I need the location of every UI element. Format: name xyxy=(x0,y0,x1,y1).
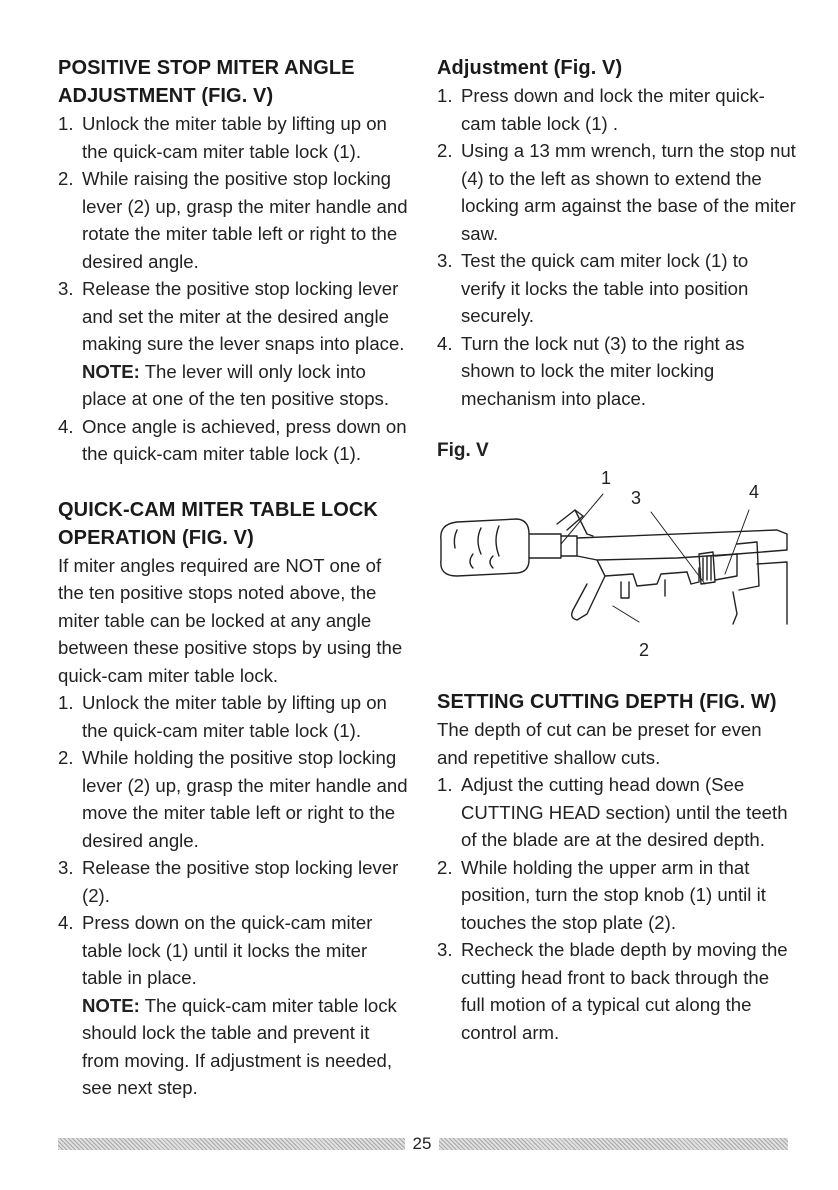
page-footer xyxy=(58,1132,788,1156)
list-item: 2. While holding the upper arm in that position, turn the stop knob (1) until it touches the stop plate (2). xyxy=(437,856,766,933)
figure-caption: Fig. V xyxy=(437,440,489,461)
section-title-quick-cam: QUICK-CAM MITER TABLE LOCK OPERATION (FIG. V) xyxy=(58,498,378,549)
callout-3: 3 xyxy=(631,488,642,508)
right-column xyxy=(437,54,797,1046)
callout-2: 2 xyxy=(639,640,650,660)
list-item: 2. While raising the positive stop locking lever (2) up, grasp the miter handle and rotate the miter table left or right to the desired angle. xyxy=(58,168,408,272)
handle-grip xyxy=(441,519,529,576)
section-title-positive-stop: POSITIVE STOP MITER ANGLE ADJUSTMENT (FIG. V) xyxy=(58,57,355,107)
left-column xyxy=(58,54,410,1102)
cutting-depth-steps xyxy=(437,771,797,1046)
quick-cam-steps xyxy=(58,689,410,1102)
note-label: NOTE: xyxy=(82,360,140,382)
callout-1: 1 xyxy=(601,468,612,488)
miter-lock-drawing xyxy=(437,464,797,674)
adjustment-steps xyxy=(437,82,797,412)
list-item: 1. Press down and lock the miter quick-cam table lock (1) . xyxy=(437,85,765,134)
list-item: 1. Unlock the miter table by lifting up on the quick-cam miter table lock (1). xyxy=(58,113,387,162)
list-item: 2. While holding the positive stop locking lever (2) up, grasp the miter handle and move the miter table left or right to the desired angle. xyxy=(58,747,408,851)
list-item: 4. Turn the lock nut (3) to the right as shown to lock the miter locking mechanism into place. xyxy=(437,332,745,409)
lock-base xyxy=(577,530,787,560)
list-item: 3. Release the positive stop locking lever and set the miter at the desired angle making sure the lever snaps into place. NOTE: The lever will only lock into place at one of the ten positive stops. xyxy=(58,278,405,409)
list-item: 3. Release the positive stop locking lever (2). xyxy=(58,857,399,906)
callout-4: 4 xyxy=(749,482,760,502)
note-label: NOTE: xyxy=(82,994,140,1016)
list-item: 3. Test the quick cam miter lock (1) to verify it locks the table into position securely. xyxy=(437,250,749,326)
lever-shaft xyxy=(529,534,561,558)
page-number: 25 xyxy=(412,1134,432,1153)
list-item: 4. Once angle is achieved, press down on the quick-cam miter table lock (1). xyxy=(58,415,407,464)
list-item: 4. Press down on the quick-cam miter table lock (1) until it locks the miter table in place. NOTE: The quick-cam miter table lock should lock the table and prevent it from moving. If adjustment is needed, see next step. xyxy=(58,912,397,1098)
cutting-depth-intro: The depth of cut can be preset for even and repetitive shallow cuts. xyxy=(437,719,762,768)
quick-cam-lever xyxy=(557,510,583,530)
list-item: 2. Using a 13 mm wrench, turn the stop nut (4) to the left as shown to extend the locking arm against the base of the miter saw. xyxy=(437,140,796,244)
figure-v-illustration xyxy=(437,464,797,674)
quick-cam-intro: If miter angles required are NOT one of the ten positive stops noted above, the miter table can be locked at any angle between these positive stops by using the quick-cam miter table lock. xyxy=(58,554,403,686)
list-item: 1. Unlock the miter table by lifting up on the quick-cam miter table lock (1). xyxy=(58,692,387,741)
section-title-cutting-depth: SETTING CUTTING DEPTH (FIG. W) xyxy=(437,691,777,713)
footer-bar-right xyxy=(439,1138,788,1150)
list-item: 3. Recheck the blade depth by moving the cutting head front to back through the full motion of a typical cut along the control arm. xyxy=(437,939,788,1043)
section-title-adjustment: Adjustment (Fig. V) xyxy=(437,57,623,79)
footer-bar-left xyxy=(58,1138,405,1150)
list-item: 1. Adjust the cutting head down (See CUTTING HEAD section) until the teeth of the blade are at the desired depth. xyxy=(437,774,788,850)
positive-stop-steps xyxy=(58,110,410,468)
